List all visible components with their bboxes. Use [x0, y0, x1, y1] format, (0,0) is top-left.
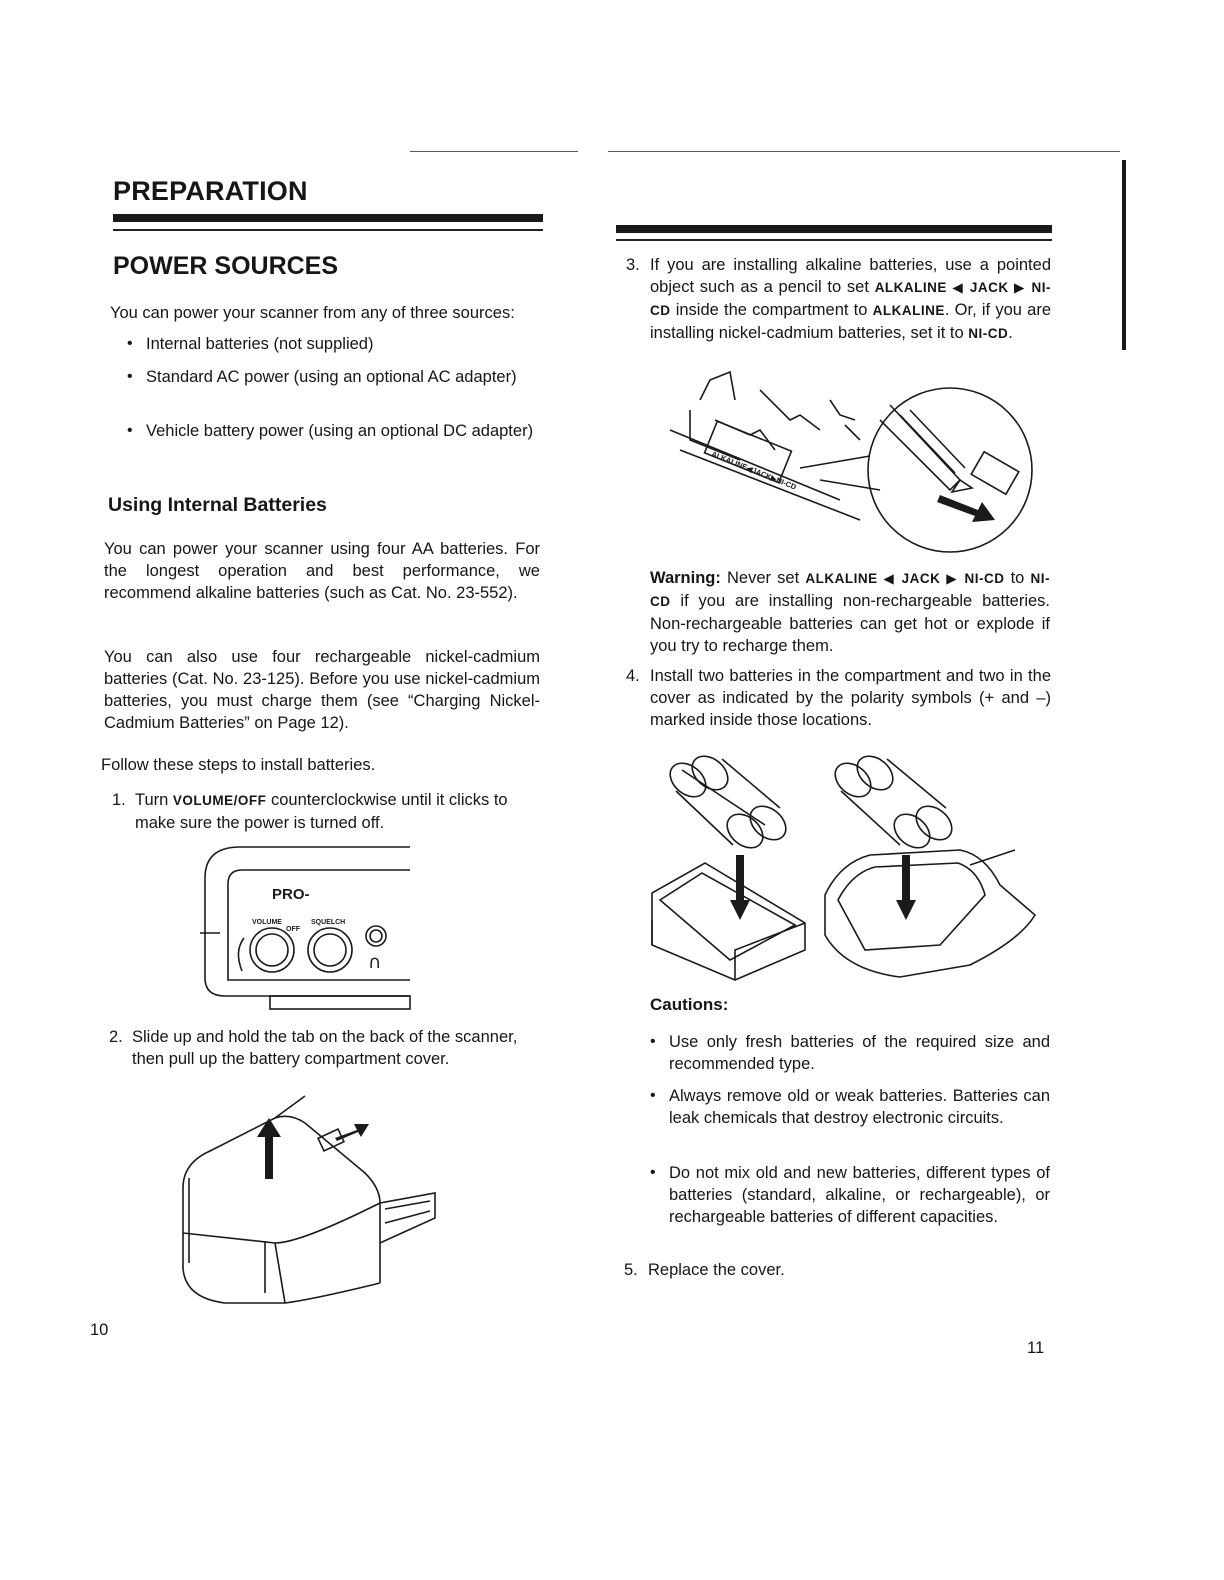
step-3: 3. If you are installing alkaline batteries, use a pointed object such as a pencil to set ALKALINE ◀ JACK ▶ NI-CD inside the compartment to ALKALINE. Or, if you are installing nickel-cadmium batteries, set it to NI-CD.: [626, 256, 1052, 342]
page-number-left: 10: [90, 1321, 109, 1339]
aa-batteries-left: [664, 749, 793, 854]
chapter-title: PREPARATION: [113, 176, 308, 206]
list-item: • Internal batteries (not supplied): [127, 335, 374, 353]
page-edge-shadow: [1122, 160, 1126, 350]
switch-text: ALKALINE◀JACK▶NI-CD: [710, 449, 798, 492]
steps-intro: Follow these steps to install batteries.: [101, 756, 376, 774]
step-1: 1. Turn VOLUME/OFF counterclockwise until it clicks to make sure the power is turned off.: [112, 791, 508, 832]
aa-batteries-right: [829, 749, 959, 854]
step-5: 5. Replace the cover.: [624, 1261, 785, 1279]
volume-off-key-label: VOLUME/OFF: [172, 793, 267, 808]
warning-label: Warning:: [650, 569, 721, 587]
alkaline-nicd-switch-label: ALKALINE ◀ JACK ▶ NI-CD: [650, 280, 1051, 318]
top-hairline: [410, 151, 578, 152]
top-hairline-right: [608, 151, 1120, 152]
battery-install-illustration: [640, 745, 1040, 985]
paragraph-batteries: You can power your scanner using four AA batteries. For the longest operation and best performance, we recommend alkaline batteries (such as Cat. No. 23-552).: [104, 540, 540, 602]
cautions-title: Cautions:: [650, 995, 729, 1014]
header-rule-thin: [616, 239, 1052, 241]
battery-cover-illustration: [165, 1093, 455, 1313]
subsection-title: Using Internal Batteries: [108, 494, 327, 516]
off-label: OFF: [286, 926, 300, 933]
caution-item: • Always remove old or weak batteries. Batteries can leak chemicals that destroy electronic circuits.: [650, 1087, 1050, 1127]
section-title: POWER SOURCES: [113, 252, 339, 280]
step-4: 4. Install two batteries in the compartment and two in the cover as indicated by the polarity symbols (+ and –) marked inside those locations.: [626, 667, 1051, 729]
squelch-label: SQUELCH: [311, 919, 346, 926]
chapter-rule: [113, 214, 543, 222]
chapter-rule-thin: [113, 229, 543, 231]
warning-paragraph: Warning: Never set ALKALINE ◀ JACK ▶ NI-CD to NI-CD if you are installing non-rechargeable batteries. Non-rechargeable batteries can get hot or explode if you try to recharge them.: [650, 569, 1050, 655]
caution-item: • Use only fresh batteries of the required size and recommended type.: [650, 1033, 1050, 1073]
volume-knob-illustration: [200, 838, 440, 1013]
header-rule: [616, 225, 1052, 233]
list-item: • Standard AC power (using an optional AC adapter): [127, 368, 517, 386]
caution-item: • Do not mix old and new batteries, different types of batteries (standard, alkaline, or rechargeable), or rechargeable batteries of different capacities.: [650, 1164, 1050, 1226]
page-number-right: 11: [1027, 1339, 1045, 1357]
paragraph-nicd: You can also use four rechargeable nickel-cadmium batteries (Cat. No. 23-125). Before you use nickel-cadmium batteries, you must charge them (see “Charging Nickel-Cadmium Batteries” on Page 12).: [104, 648, 540, 732]
model-label: PRO-: [272, 886, 310, 903]
list-item: • Vehicle battery power (using an optional DC adapter): [127, 422, 534, 440]
headphone-icon: ∩: [368, 952, 382, 973]
intro-text: You can power your scanner from any of three sources:: [110, 304, 515, 322]
volume-label: VOLUME: [252, 919, 282, 926]
switch-pencil-illustration: [660, 360, 1040, 560]
step-2: 2. Slide up and hold the tab on the back of the scanner, then pull up the battery compartment cover.: [109, 1028, 518, 1068]
